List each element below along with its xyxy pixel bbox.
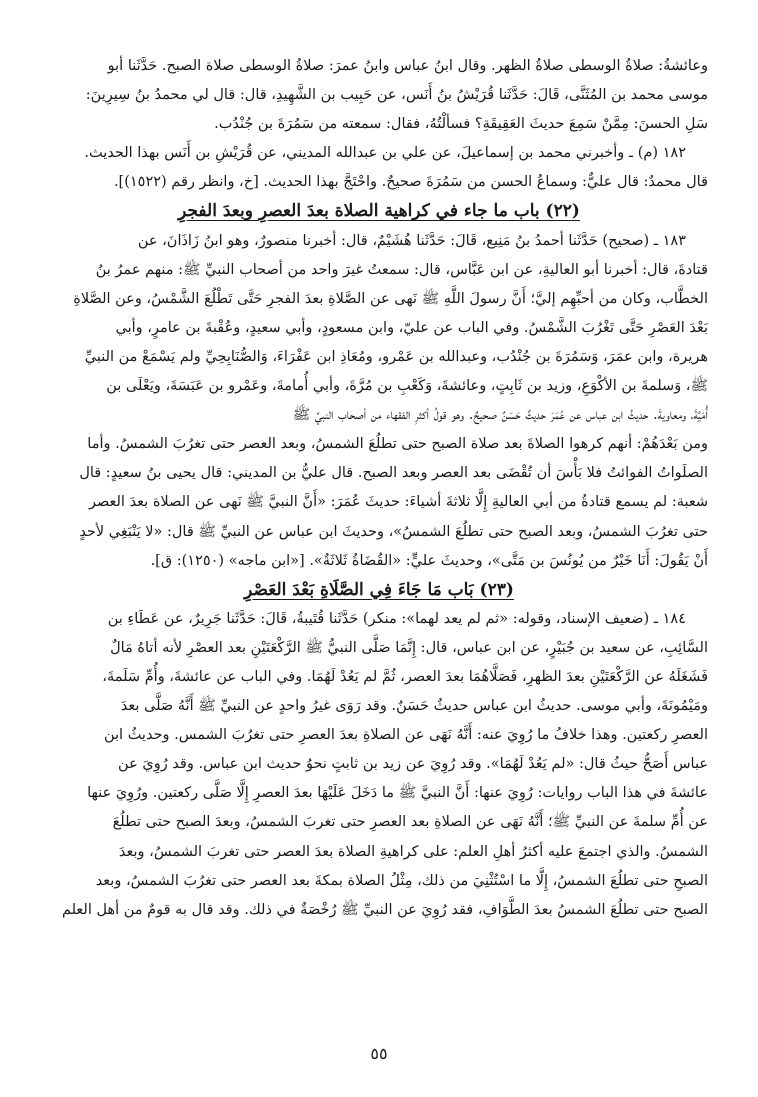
text-line: أُمَيَّةَ، ومعاويةَ. حديثُ ابن عباس عن عُمَرَ حديثٌ حَسَنٌ صحيحٌ. وهو قولُ أكثرِ الفقهاء من أصحاب النبيِّ ﷺ	[292, 407, 708, 424]
text-line: ١٨٣ ـ (صحيح) حَدَّثَنا أحمدُ بنُ مَنِيع، قَالَ: حَدَّثَنا هُشَيْمٌ، قال: أخبرنا منصورٌ، وهو ابنُ زَاذَانَ، عن	[137, 232, 686, 249]
page-body	[50, 52, 708, 925]
text-line: ﷺ، وَسلمةَ بن الأكْوَعِ، وزيد بن ثَابِتٍ، وعائشةَ، وَكَعْبِ بن مُرَّةَ، وأبي أُمامةَ، وعَمْرو بن عَبَسَةَ، ويَعْلَى بن	[106, 378, 708, 395]
text-line: بَعْدَ العَصْرِ حَتَّى تَغْرُبَ الشَّمْسُ. وفي الباب عن عليّ، وابن مسعودٍ، وأبي سعيدٍ، وعُقْبةَ بن عامرٍ، وأبي	[115, 319, 708, 336]
text-line: وعائشةُ: صلاةُ الوسطى صلاةُ الظهر. وقال ابنُ عباس وابنُ عمرَ: صلاةُ الوسطى صلاة الصبح. حَدَّثَنا أبو	[107, 58, 708, 74]
text-line: ١٨٤ ـ (ضعيف الإسناد، وقوله: «ثم لم يعد لهما»: منكر) حَدَّثَنا قُتَيبةُ، قَالَ: حَدَّثَنا جَرِيرٌ، عن عَطَاءِ بن	[107, 610, 686, 627]
text-line: عن أُمِّ سلمةَ عن النبيِّ ﷺ؛ أَنَّهُ نَهَى عن الصلاةِ بعد العصرِ حتى تغربَ الشمسُ، وبعدَ الصبح حتى تطلُعَ	[112, 814, 708, 831]
text-line: موسى محمد بن المُثَنَّى، قَالَ: حَدَّثَنا قُرَيْشُ بنُ أَنَس، عن حَبِيب بن الشَّهِيدِ، قال: قال لي محمدُ بنُ سِيرِينَ:	[85, 87, 708, 104]
text-line: عائشةَ في هذا الباب روايات: رُوِيَ عنها: أَنَّ النبيَّ ﷺ ما دَخَلَ عَلَيْهَا بعدَ العصرِ إِلَّا صَلَّى ركعتين. ورُوِيَ عنها	[87, 785, 708, 802]
chapter-title: (٢٢) باب ما جاء في كراهية الصلاة بعدَ العصرِ وبعدَ الفجرِ	[178, 201, 580, 222]
chapter-heading-22	[50, 197, 708, 226]
text-line: العصرِ ركعتين. وهذا خلافُ ما رُوِيَ عنه: أَنَّهُ نَهَى عن الصلاةِ بعدَ العصرِ حتى تغرُبَ الشمس. وحديثُ ابن	[103, 727, 708, 744]
text-line: شعبة: لم يسمع قتادةُ من أبي العاليةِ إِلَّا ثلاثةَ أشياءَ: حديثَ عُمَرَ: «أَنَّ النبيَّ ﷺ نَهى عن الصلاة بعدَ العصر	[88, 494, 708, 511]
chapter-title: (٢٣) بَاب مَا جَاءَ فِي الصَّلَاةِ بَعْدَ العَصْرِ	[244, 579, 514, 600]
hadith-182	[50, 139, 708, 197]
text-line: الصبح حتى تطلُعَ الشمسُ بعدَ الطَّوَافِ، فقد رُوِيَ عن النبيِّ ﷺ رُخْصَةٌ في ذلك. وقد قال به قومٌ من أهل العلم	[61, 901, 708, 918]
hadith-184	[50, 605, 708, 925]
text-line: عباس أَصَحُّ حيثُ قال: «لم يَعُدْ لَهُمَا». وقد رُوِيَ عن زيد بن ثابتٍ نحوُ حديث ابن عباس. وقد رُوِيَ عن	[118, 756, 708, 773]
page-number: ٥٥	[370, 1044, 388, 1063]
text-line: ومن بَعْدَهُمْ: أنهم كرهوا الصلاةَ بعد صلاة الصبح حتى تطلُعَ الشمسُ، وبعد العصر حتى تغرُبَ الشمسُ. وأما	[87, 436, 708, 453]
text-line: الصلَواتُ الفوائتُ فلا بَأْسَ أن تُقْضَى بعد العصر وبعد الصبح. قال عليُّ بن المديني: قال يحيى بنُ سعيدٍ: قال	[79, 465, 708, 482]
text-line: فَشَغَلَهُ عن الرَّكْعَتَيْنِ بعدَ الظهرِ، فَصَلَّاهُمَا بعدَ العصر، ثُمَّ لم يَعُدْ لَهُمَا. وفي الباب عن عائشةَ، وأُمِّ سَلَمةَ،	[102, 668, 708, 685]
text-line: ومَيْمُونَةَ، وأبي موسى. حديثُ ابن عباس حديثٌ حَسَنٌ. وقد رَوَى غيرُ واحدٍ عن النبيِّ ﷺ أَنَّهُ صَلَّى بعدَ	[120, 698, 708, 715]
text-line: قال محمدٌ: قال عليٌّ: وسماعُ الحسن من سَمُرَةَ صحيحٌ. واحْتَجَّ بهذا الحديث. [خ، وانظر رقم (١٥٢٢)].	[113, 174, 708, 191]
text-line: الصبحِ حتى تطلُعَ الشمسُ، إِلَّا ما اسْتُثْنِيَ من ذلك، مِثْلُ الصلاة بمكةَ بعد العصر حتى تغرُبَ الشمسُ، وبعد	[95, 872, 708, 889]
text-line: السَّائِبِ، عن سعيد بن جُبَيْرٍ، عن ابن عباس، قال: إِنَّمَا صَلَّى النبيُّ ﷺ الرَّكْعَتَيْنِ بعد العصْرِ لأنه أتاهُ مَالٌ	[110, 639, 708, 656]
text-line: الخطَّاب، وكان من أحبِّهِم إليَّ؛ أَنَّ رسولَ اللَّهِ ﷺ نَهى عن الصَّلاةِ بعدَ الفجرِ حَتَّى تَطْلُعَ الشَّمْسُ، وعن الصَّلاةِ	[73, 290, 708, 307]
text-line: الشمسُ. والذي اجتمعَ عليه أكثرُ أهلِ العلم: على كراهيةِ الصلاة بعدَ العصر حتى تغربَ الشمسُ، وبعدَ	[118, 843, 708, 860]
continuation-paragraph	[50, 52, 708, 139]
text-line: ١٨٢ (م) ـ وأخبرني محمد بن إسماعيلَ، عن علي بن عبدالله المديني، عن قُرَيْشِ بن أَنَس بهذا الحديث.	[84, 145, 686, 162]
text-line: هريرة، وابن عمَرَ، وَسَمُرَةَ بن جُنْدُب، وعبدالله بن عَمْرو، ومُعَاذِ ابن عَفْرَاءَ، وَالصُّنَابِحِيِّ ولم يَسْمَعْ من النبيِّ	[84, 348, 708, 365]
text-line: سَلِ الحسنَ: مِمَّنْ سَمِعَ حديثَ العَقِيقَةِ؟ فسألْتُهُ، فقال: سمعته من سَمُرَةَ بن جُنْدُب.	[214, 116, 708, 133]
hadith-183	[50, 227, 708, 576]
text-line: أَنْ يَقُولَ: أَنَا خَيْرٌ من يُونُسَ بن مَتَّى»، وحديثَ عليٍّ: «القُضَاةُ ثَلاثَةٌ». [«ابن ماجه» (١٢٥٠): ق].	[150, 552, 708, 569]
chapter-heading-23	[50, 576, 708, 605]
text-line: قتادةَ، قال: أخبرنا أبو العاليةِ، عن ابن عَبَّاس، قال: سمعتُ غيرَ واحد من أصحاب النبيِّ ﷺ: منهم عمرُ بنُ	[95, 261, 708, 278]
text-line: حتى تغرُبَ الشمسُ، وبعد الصبح حتى تطلُعَ الشمسُ»، وحديثَ ابن عباس عن النبيِّ ﷺ قال: «لا يَنْبَغِي لأحدٍ	[79, 523, 708, 540]
